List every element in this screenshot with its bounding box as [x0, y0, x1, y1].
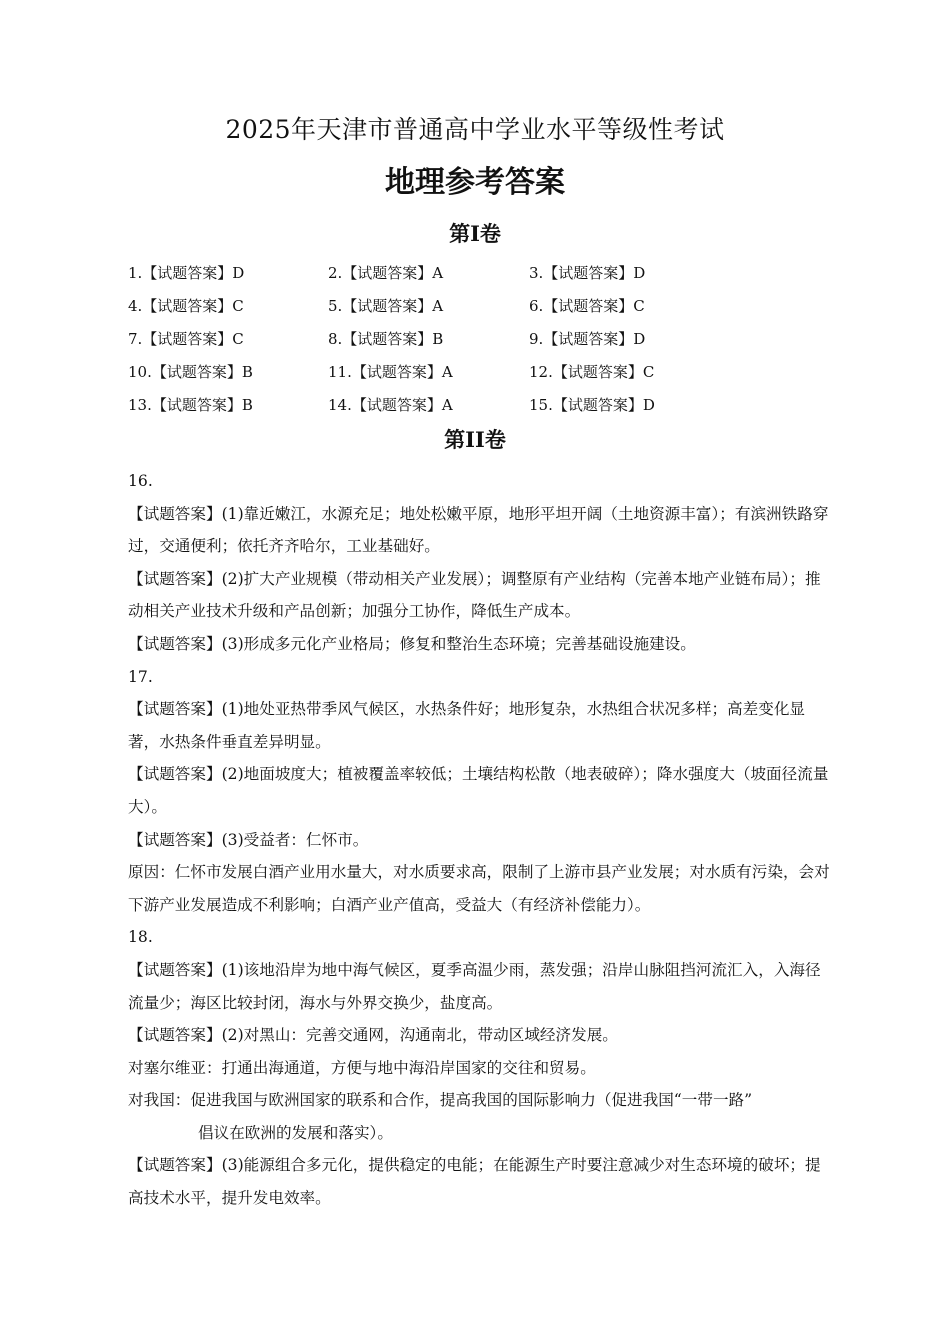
mc-answer-4: 4.【试题答案】C: [128, 297, 244, 315]
question-18-answer-2-china: 对我国：促进我国与欧洲国家的联系和合作，提高我国的国际影响力（促进我国“一带一路”: [128, 1091, 753, 1110]
question-16-answer-1: 【试题答案】(1)靠近嫩江，水源充足；地处松嫩平原，地形平坦开阔（土地资源丰富）；有滨洲铁路穿过，交通便利；依托齐齐哈尔，工业基础好。: [128, 504, 829, 556]
mc-row: [128, 258, 828, 291]
mc-answer-13: 13.【试题答案】B: [128, 396, 253, 414]
question-16-number: 16.: [128, 472, 153, 490]
question-18-number: 18.: [128, 928, 153, 947]
mc-answer-10: 10.【试题答案】B: [128, 363, 253, 381]
question-17-answer-3: 【试题答案】(3)受益者：仁怀市。: [128, 830, 369, 849]
mc-answer-5: 5.【试题答案】A: [328, 297, 444, 315]
mc-answer-12: 12.【试题答案】C: [529, 363, 655, 381]
question-17-answer-1: 【试题答案】(1)地处亚热带季风气候区，水热条件好；地形复杂，水热组合状况多样；高差变化显著，水热条件垂直差异明显。: [128, 700, 806, 751]
mc-answer-14: 14.【试题答案】A: [328, 396, 453, 414]
mc-answer-1: 1.【试题答案】D: [128, 264, 245, 282]
mc-answer-11: 11.【试题答案】A: [328, 363, 453, 381]
mc-row: [128, 324, 828, 357]
question-18-answer-2-serbia: 对塞尔维亚：打通出海通道，方便与地中海沿岸国家的交往和贸易。: [128, 1058, 596, 1077]
multiple-choice-answers: [128, 258, 828, 423]
mc-answer-2: 2.【试题答案】A: [328, 264, 444, 282]
question-17-answer-3-reason: 原因：仁怀市发展白酒产业用水量大，对水质要求高，限制了上游市县产业发展；对水质有污染，会对下游产业发展造成不利影响；白酒产业产值高，受益大（有经济补偿能力）。: [128, 863, 830, 914]
mc-answer-9: 9.【试题答案】D: [529, 330, 646, 348]
question-18-answer-1: 【试题答案】(1)该地沿岸为地中海气候区，夏季高温少雨，蒸发强；沿岸山脉阻挡河流汇入，入海径流量少；海区比较封闭，海水与外界交换少，盐度高。: [128, 960, 821, 1012]
section-2-heading: 第II卷: [444, 427, 506, 452]
mc-row: [128, 390, 828, 423]
mc-answer-15: 15.【试题答案】D: [529, 396, 655, 414]
question-17-answer-2: 【试题答案】(2)地面坡度大；植被覆盖率较低；土壤结构松散（地表破碎）；降水强度大（坡面径流量大）。: [128, 765, 829, 816]
mc-answer-8: 8.【试题答案】B: [328, 330, 444, 348]
free-response-answers: [128, 465, 833, 1215]
exam-title: 2025年天津市普通高中学业水平等级性考试: [225, 115, 725, 144]
question-17-number: 17.: [128, 667, 153, 686]
mc-answer-7: 7.【试题答案】C: [128, 330, 244, 348]
question-18-answer-2-china-cont: 倡议在欧洲的发展和落实）。: [198, 1123, 393, 1142]
question-18-answer-2: 【试题答案】(2)对黑山：完善交通网，沟通南北，带动区域经济发展。: [128, 1026, 618, 1045]
mc-row: [128, 357, 828, 390]
question-18-answer-3: 【试题答案】(3)能源组合多元化，提供稳定的电能；在能源生产时要注意减少对生态环境的破坏；提高技术水平，提升发电效率。: [128, 1156, 821, 1208]
answer-key-title: 地理参考答案: [385, 165, 565, 200]
mc-row: [128, 291, 828, 324]
mc-answer-6: 6.【试题答案】C: [529, 297, 645, 315]
question-16-answer-2: 【试题答案】(2)扩大产业规模（带动相关产业发展）；调整原有产业结构（完善本地产业链布局）；推动相关产业技术升级和产品创新；加强分工协作，降低生产成本。: [128, 569, 821, 621]
question-16-answer-3: 【试题答案】(3)形成多元化产业格局；修复和整治生态环境；完善基础设施建设。: [128, 634, 696, 653]
section-1-heading: 第I卷: [449, 221, 501, 246]
mc-answer-3: 3.【试题答案】D: [529, 264, 646, 282]
